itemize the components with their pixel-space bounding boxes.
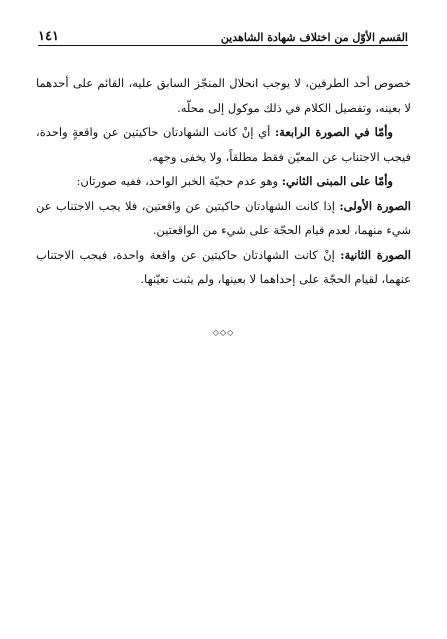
paragraph-heading: الصورة الثانية:	[340, 247, 412, 262]
paragraph-text: إنْ كانت الشهادتان حاكيتين عن واقعة واحدة، فيجب الاجتناب عنهما، لقيام الحجّة على إحداهما لا بعينها، ولم يثبت تعيّنها.	[36, 247, 411, 286]
header-divider	[38, 45, 408, 46]
paragraph-continuation	[36, 71, 411, 120]
paragraph-text: وهو عدم حجيّة الخبر الواحد، ففيه صورتان:	[76, 174, 282, 188]
body-text	[36, 71, 411, 292]
paragraph-second-case	[36, 243, 411, 292]
paragraph-heading: الصورة الأولى:	[339, 198, 411, 213]
paragraph-text: أي إنْ كانت الشهادتان حاكيتين عن واقعةٍ واحدة، فيجب الاجتناب عن المعيّن فقط مطلقاً، ولا يخفى وجهه.	[36, 125, 411, 164]
page-header	[38, 22, 408, 44]
paragraph-heading: وأمّا على المبنى الثاني:	[281, 174, 393, 188]
paragraph-fourth-case	[36, 120, 411, 169]
paragraph-text: خصوص أحد الطرفين، لا يوجب انحلال المنجّز السابق عليه، القائم على أحدهما لا بعينه، وتفصيل الكلام في ذلك موكول إلى محلّه.	[36, 76, 411, 115]
running-header-title: القسم الأوّل من اختلاف شهادة الشاهدين	[220, 31, 408, 44]
paragraph-heading: وأمّا في الصورة الرابعة:	[274, 125, 393, 139]
paragraph-text: إذا كانت الشهادتان حاكيتين عن واقعتين، فلا يجب الاجتناب عن شيء منهما، لعدم قيام الحجّة على شيء من الواقعتين.	[36, 198, 411, 237]
paragraph-second-basis	[36, 169, 411, 194]
section-end-ornament: ◇◇◇	[212, 328, 235, 337]
page-number: ١٤١	[38, 29, 59, 44]
paragraph-first-case	[36, 194, 411, 243]
